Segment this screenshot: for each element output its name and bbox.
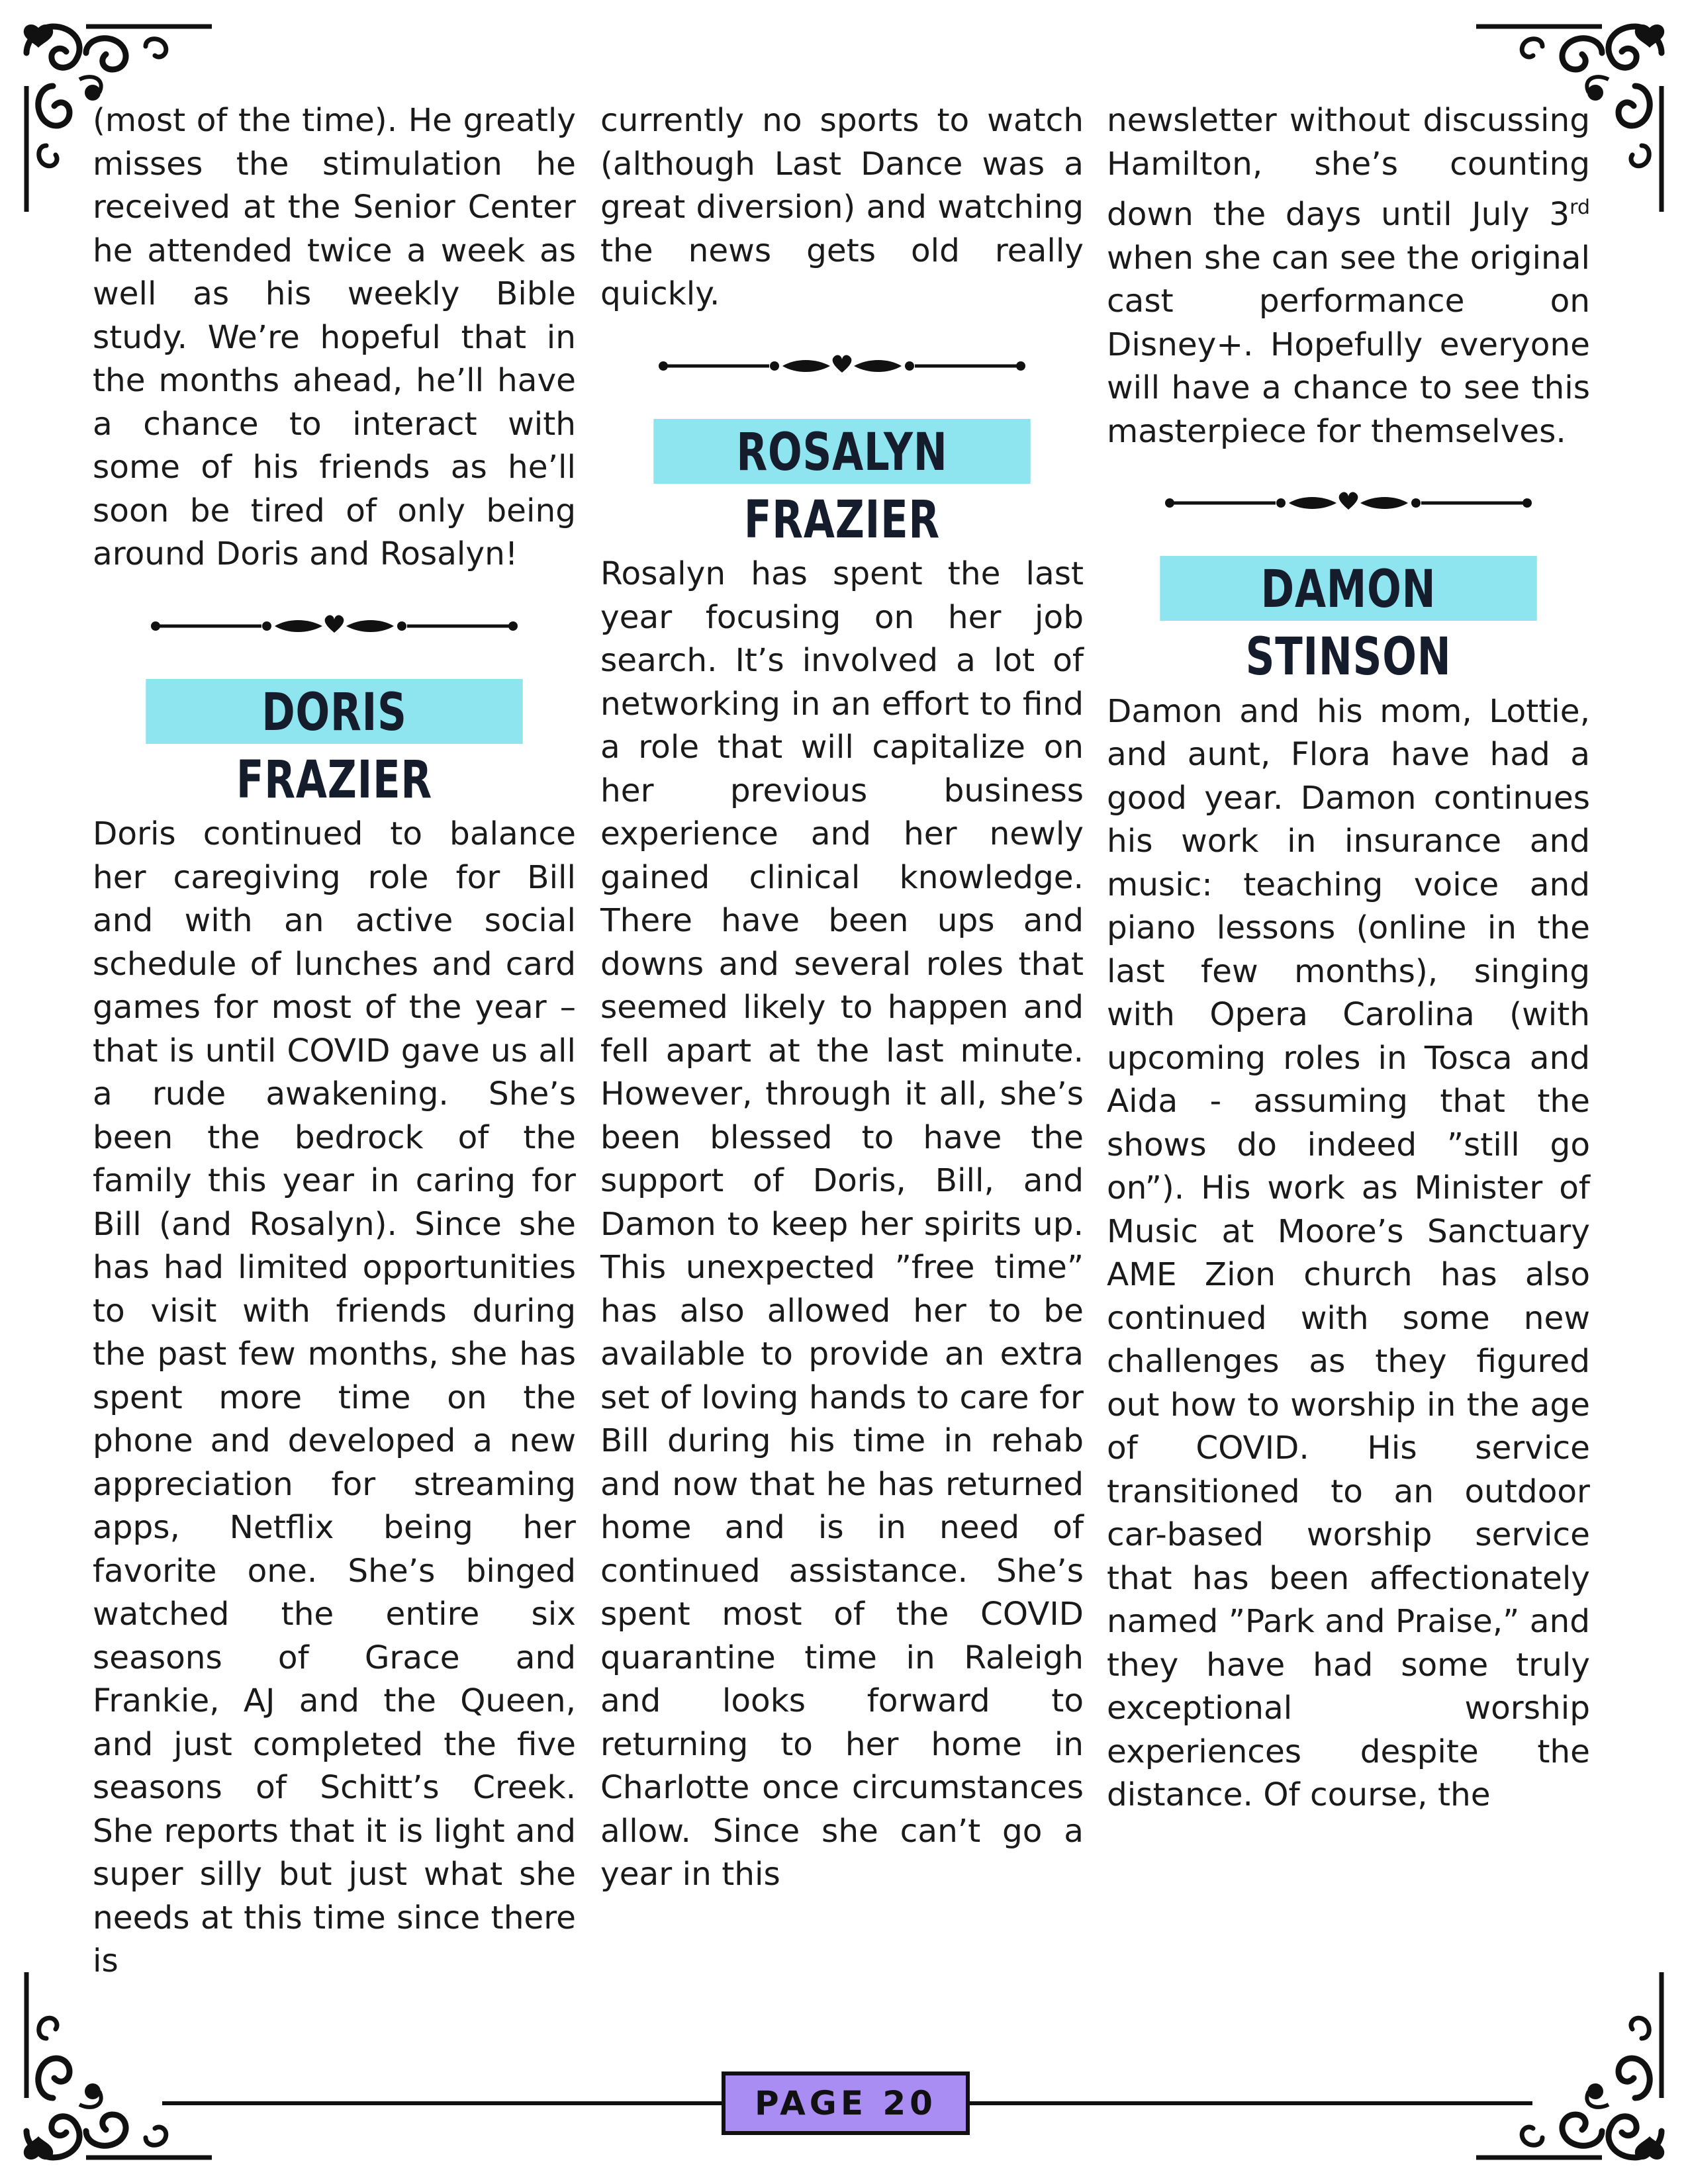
- damon-story: Damon and his mom, Lottie, and aunt, Flora have had a good year. Damon continues his work in insurance and music: teaching voice and piano lessons (online in the last few months), singing with Opera Carolina (with upcoming roles in Tosca and Aida - assuming that the shows do indeed ”still go on”). His work as Minister of Music at Moore’s Sanctuary AME Zion church has also continued with some new challenges as they figured out how to worship in the age of COVID. His service transitioned to an outdoor car-based worship service that has been affectionately named ”Park and Praise,” and they have had some truly exceptional worship experiences despite the distance. Of course, the: [1107, 692, 1590, 1814]
- section-heading-doris: DORIS FRAZIER: [146, 679, 522, 744]
- section-heading-rosalyn: ROSALYN FRAZIER: [653, 419, 1030, 484]
- bill-story-continued: (most of the time). He greatly misses the stimulation he received at the Senior Center he attended twice a week as well as his weekly Bible study. We’re hopeful that in the months ahead, he’ll have a chance to interact with some of his friends as he’ll soon be tired of only being around Doris and Rosalyn!: [93, 102, 576, 572]
- divider-flourish-icon: [93, 606, 576, 646]
- doris-story: Doris continued to balance her caregiving role for Bill and with an active social schedule of lunches and card games for most of the year – that is until COVID gave us all a rude awakening. She’s been the bedrock of the family this year in caring for Bill (and Rosalyn). Since she has had limited opportunities to visit with friends during the past few months, she has spent more time on the phone and developed a new appreciation for streaming apps, Netflix being her favorite one. She’s binged watched the entire six seasons of Grace and Frankie, AJ and the Queen, and just completed the five seasons of Schitt’s Creek. She reports that it is light and super silly but just what she needs at this time since there is: [93, 815, 576, 1979]
- footer-rule-left: [162, 2101, 722, 2105]
- hamilton-text-a: newsletter without discussing Hamilton, she’s counting down the days until July 3: [1107, 102, 1590, 234]
- date-ordinal-suffix: rd: [1570, 196, 1590, 219]
- divider-flourish-icon: [1107, 483, 1590, 523]
- damon-heading-wrap: [1107, 556, 1590, 686]
- ornate-corner-bottom-left-icon: [13, 1972, 212, 2171]
- column-1: [93, 99, 576, 1983]
- rosalyn-story: Rosalyn has spent the last year focusing on her job search. It’s involved a lot of networking in an effort to find a role that will capitalize on her previous business experience and her newly gained clinical knowledge. There have been ups and downs and several roles that seemed likely to happen and fell apart at the last minute. However, through it all, she’s been blessed to have the support of Doris, Bill, and Damon to keep her spirits up. This unexpected ”free time” has also allowed her to be available to provide an extra set of loving hands to care for Bill during his time in rehab and now that he has returned home and is in need of continued assistance. She’s spent most of the COVID quarantine time in Raleigh and looks forward to returning to her home in Charlotte once circumstances allow. Since she can’t go a year in this: [600, 555, 1084, 1893]
- rosalyn-story-continued: [1107, 99, 1590, 453]
- doris-heading-wrap: [93, 679, 576, 809]
- column-2: [600, 99, 1084, 1897]
- doris-story-continued: currently no sports to watch (although Last Dance was a great diversion) and watching the news gets old really quickly.: [600, 102, 1084, 312]
- rosalyn-heading-wrap: [600, 419, 1084, 549]
- hamilton-text-b: when she can see the original cast performance on Disney+. Hopefully everyone will have a chance to see this masterpiece for themselves.: [1107, 239, 1590, 450]
- page-number-badge: PAGE 20: [722, 2071, 970, 2135]
- ornate-corner-bottom-right-icon: [1476, 1972, 1675, 2171]
- divider-flourish-icon: [600, 346, 1084, 386]
- footer-rule-right: [970, 2101, 1532, 2105]
- column-3: [1107, 99, 1590, 1817]
- section-heading-damon: DAMON STINSON: [1160, 556, 1536, 621]
